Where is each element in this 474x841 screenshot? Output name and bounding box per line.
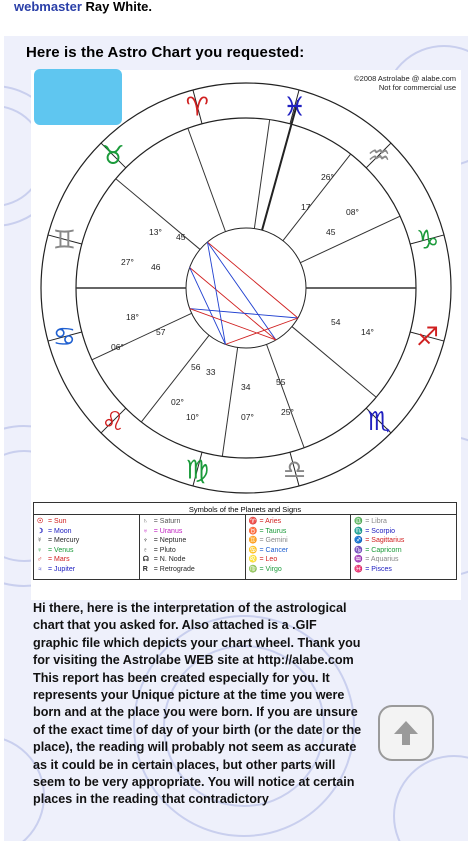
copyright-line-1: ©2008 Astrolabe @ alabe.com xyxy=(354,74,456,83)
interpretation-text: Hi there, here is the interpretation of the astrological chart that you asked for. Also attached is a .GIF graphic file which depicts your chart wheel. Thank you for visiting the Astrolabe WEB site at http://alabe.com This report has been created especially for you. It represents your Unique picture at the time you were born and at the place you were born. If you are unsure of the exact time of day of your birth (or the date or the place), the reading will probably not seem as accurate as it could be in certain places, but other parts will seem to be very appropriate. You will notice at certain places in the reading that contradictory xyxy=(33,601,362,807)
legend-label: = Aquarius xyxy=(365,556,399,564)
legend-label: = Libra xyxy=(365,518,387,525)
legend-label: = Mars xyxy=(48,556,70,564)
legend-label: = Taurus xyxy=(259,527,287,535)
zodiac-sign-glyph: ♍ xyxy=(185,455,209,486)
legend-symbol-icon: ☽ xyxy=(37,527,44,535)
legend-symbol-icon: ♓ xyxy=(354,565,363,573)
aspect-line xyxy=(190,309,298,318)
legend-symbol-icon: ♍ xyxy=(248,565,258,573)
aspect-line xyxy=(190,309,276,340)
planet-degree-label: 33 xyxy=(206,367,216,377)
planet-degree-label: 45 xyxy=(176,232,186,242)
legend-item xyxy=(143,536,242,546)
legend-item xyxy=(249,517,348,527)
page-heading: Here is the Astro Chart you requested: xyxy=(26,44,305,61)
legend-label: = Venus xyxy=(48,546,74,554)
legend-item xyxy=(37,536,136,546)
legend-symbol-icon: ♇ xyxy=(142,546,148,554)
legend-label: = Cancer xyxy=(259,546,289,554)
planet-degree-label: 06° xyxy=(111,342,124,352)
legend-symbol-icon: ♂ xyxy=(37,556,43,564)
legend-item xyxy=(37,555,136,565)
legend-label: = Moon xyxy=(48,527,72,535)
zodiac-sign-glyph: ♈ xyxy=(185,92,209,123)
wheel-center-ring xyxy=(186,228,306,348)
planet-degree-label: 45 xyxy=(326,227,336,237)
legend-label: = Pluto xyxy=(153,546,176,554)
legend-item xyxy=(249,527,348,537)
planet-degree-label: 18° xyxy=(126,312,139,322)
planet-degree-label: 07° xyxy=(241,412,254,422)
chart-wheel xyxy=(31,70,461,500)
aspect-line xyxy=(190,267,226,344)
legend-item xyxy=(37,527,136,537)
webmaster-label[interactable]: webmaster xyxy=(14,0,82,14)
legend-symbol-icon: ♎ xyxy=(354,518,363,525)
legend-columns xyxy=(34,515,456,579)
legend-label: = Uranus xyxy=(153,527,183,535)
legend-title: Symbols of the Planets and Signs xyxy=(34,503,456,515)
planet-degree-label: 13° xyxy=(149,227,162,237)
legend-item xyxy=(249,546,348,556)
legend-symbol-icon: ♄ xyxy=(142,518,148,525)
house-cusp-line xyxy=(267,344,305,447)
legend-label: = Retrograde xyxy=(153,565,195,573)
arrow-up-icon xyxy=(390,717,422,749)
legend-symbol-icon: ♀ xyxy=(37,546,43,554)
legend-label: = Jupiter xyxy=(48,565,76,573)
legend-column xyxy=(34,515,140,579)
legend-item xyxy=(354,546,453,556)
legend-label: = Neptune xyxy=(153,537,187,545)
planet-degree-label: 02° xyxy=(171,397,184,407)
legend-symbol-icon: ♑ xyxy=(354,546,363,554)
aspect-line xyxy=(207,242,225,344)
legend-label: = Capricorn xyxy=(365,546,402,554)
planet-degree-label: 56 xyxy=(191,362,201,372)
legend-item xyxy=(249,555,348,565)
legend-item xyxy=(143,517,242,527)
planet-degree-label: 57 xyxy=(156,327,166,337)
zodiac-sign-glyph: ♊ xyxy=(52,225,77,256)
legend-label: = Sun xyxy=(48,518,67,525)
legend-symbol-icon: ♌ xyxy=(248,556,258,564)
legend-symbol-icon: ♊ xyxy=(248,537,258,545)
copyright-line-2: Not for commercial use xyxy=(378,83,456,92)
zodiac-sign-glyph: ♒ xyxy=(367,141,391,172)
legend-item xyxy=(354,527,453,537)
legend-label: = Scorpio xyxy=(365,527,396,535)
legend-item xyxy=(143,527,242,537)
legend-item xyxy=(143,555,242,565)
house-cusp-line xyxy=(292,327,376,398)
scroll-to-top-button[interactable] xyxy=(378,705,434,761)
planet-degree-label: 26° xyxy=(321,172,334,182)
legend-symbol-icon: ☊ xyxy=(142,556,149,564)
zodiac-sign-glyph: ♑ xyxy=(415,225,440,256)
house-cusp-line xyxy=(188,128,226,231)
legend-label: = N. Node xyxy=(153,556,186,564)
zodiac-sign-glyph: ♎ xyxy=(283,455,307,486)
planet-degree-label: 10° xyxy=(186,412,199,422)
legend-item xyxy=(249,536,348,546)
legend-label: = Virgo xyxy=(259,565,282,573)
house-cusp-line xyxy=(92,313,192,359)
zodiac-sign-glyph: ♓ xyxy=(283,92,307,123)
legend-item xyxy=(143,546,242,556)
webmaster-name: Ray White. xyxy=(85,0,153,14)
legend-item xyxy=(249,565,348,575)
legend-item xyxy=(354,536,453,546)
planet-degree-label: 27° xyxy=(121,257,134,267)
legend-item xyxy=(143,565,242,575)
legend-column xyxy=(140,515,246,579)
legend-symbol-icon: ♃ xyxy=(37,565,43,573)
legend-label: = Leo xyxy=(259,556,278,564)
legend-symbol-icon: ♏ xyxy=(354,527,363,535)
legend-symbol-icon: ♉ xyxy=(248,527,258,535)
legend-item xyxy=(37,565,136,575)
zodiac-sign-glyph: ♏ xyxy=(367,406,391,437)
legend-label: = Gemini xyxy=(259,537,288,545)
zodiac-sign-glyph: ♐ xyxy=(415,322,440,353)
legend-symbol-icon: ♒ xyxy=(354,556,363,564)
house-cusp-line xyxy=(141,335,209,422)
planet-degree-label: 17 xyxy=(301,202,311,212)
legend-label: = Sagittarius xyxy=(365,537,405,545)
legend-column xyxy=(351,515,456,579)
zodiac-sign-glyph: ♉ xyxy=(101,141,125,172)
legend-item xyxy=(354,555,453,565)
planet-degree-label: 14° xyxy=(361,327,374,337)
planet-degree-label: 25° xyxy=(281,407,294,417)
symbols-legend xyxy=(33,502,457,580)
legend-item xyxy=(37,546,136,556)
legend-label: = Saturn xyxy=(153,518,181,525)
copyright-note xyxy=(354,74,456,92)
legend-column xyxy=(246,515,352,579)
zodiac-sign-glyph: ♋ xyxy=(52,322,77,353)
legend-label: = Mercury xyxy=(48,537,80,545)
legend-symbol-icon: R xyxy=(142,565,148,573)
legend-symbol-icon: ♋ xyxy=(248,546,258,554)
webmaster-line xyxy=(14,0,152,14)
legend-symbol-icon: ♐ xyxy=(354,537,363,545)
legend-item xyxy=(354,565,453,575)
house-cusp-line xyxy=(300,216,400,262)
legend-label: = Pisces xyxy=(365,565,392,573)
planet-degree-label: 54 xyxy=(331,317,341,327)
house-cusp-line xyxy=(116,179,200,250)
legend-symbol-icon: ☉ xyxy=(37,518,44,525)
legend-item xyxy=(354,517,453,527)
legend-label: = Aries xyxy=(259,518,282,525)
legend-symbol-icon: ♈ xyxy=(248,518,258,525)
planet-degree-label: 55 xyxy=(276,377,286,387)
zodiac-sign-glyph: ♌ xyxy=(101,406,125,437)
redaction-block xyxy=(34,69,122,125)
legend-symbol-icon: ☿ xyxy=(37,537,43,545)
house-cusp-line xyxy=(222,347,237,456)
legend-symbol-icon: ♅ xyxy=(142,527,148,535)
top-strip xyxy=(0,0,474,36)
house-cusp-line xyxy=(283,154,351,241)
planet-degree-label: 08° xyxy=(346,207,359,217)
legend-symbol-icon: ♆ xyxy=(142,537,148,545)
legend-item xyxy=(37,517,136,527)
planet-degree-label: 46 xyxy=(151,262,161,272)
planet-degree-label: 34 xyxy=(241,382,251,392)
